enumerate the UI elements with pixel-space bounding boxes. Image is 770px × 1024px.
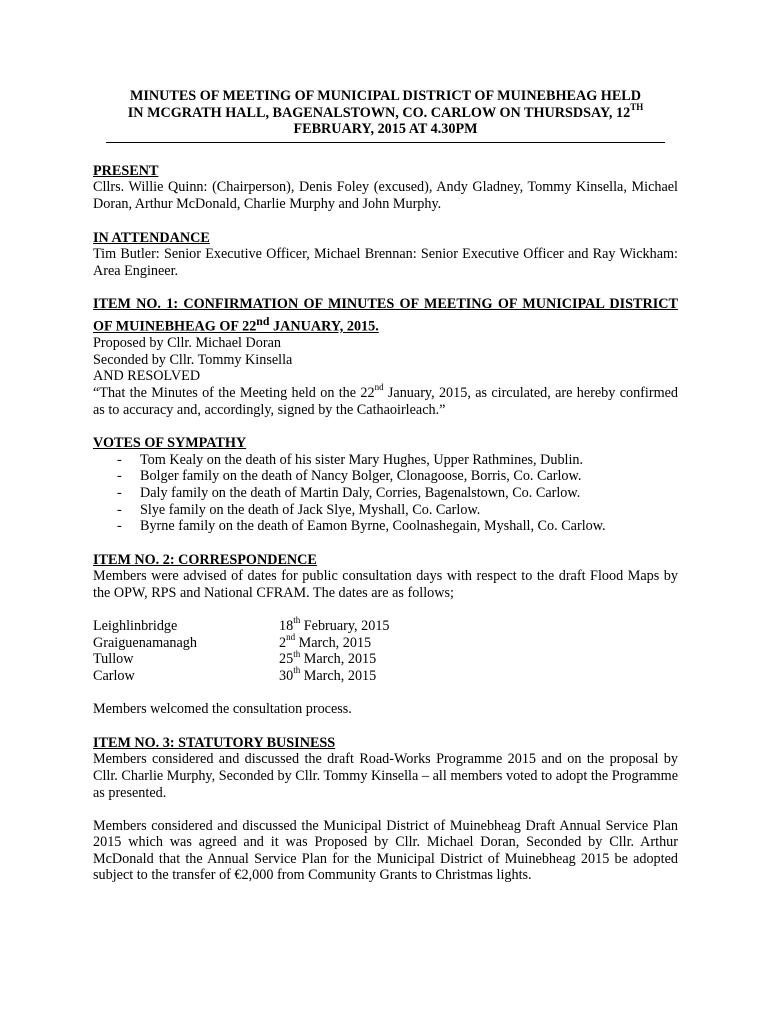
date-rest: March, 2015 — [300, 651, 377, 668]
item1-resolution-tail: January, 2015, as circulated, are hereby confirmed as to accuracy and, accordingly, signed by the Cathaoirleach.” — [93, 385, 678, 418]
date-place: Leighlinbridge — [93, 618, 178, 635]
date-sup: th — [293, 648, 301, 659]
item1-heading — [93, 296, 678, 335]
page-title — [93, 88, 678, 138]
item2-section — [93, 552, 678, 718]
date-rest: February, 2015 — [300, 618, 390, 635]
table-row — [93, 618, 390, 635]
present-heading: PRESENT — [93, 162, 159, 179]
item3-heading: ITEM NO. 3: STATUTORY BUSINESS — [93, 734, 336, 751]
title-line-3: FEBRUARY, 2015 AT 4.30PM — [293, 121, 478, 138]
item1-proposed: Proposed by Cllr. Michael Doran — [93, 335, 281, 352]
date-value — [279, 615, 390, 635]
item3-para2: Members considered and discussed the Municipal District of Muinebheag Draft Annual Service Plan 2015 which was agreed and it was Proposed by Cllr. Michael Doran, Seconded by Cllr. Arthur McDonald that the Annual Service Plan for the Municipal District of Muinebheag 2015 be adopted subject to the transfer of €2,000 from Community Grants to Christmas lights. — [93, 817, 678, 884]
list-item: - Daly family on the death of Martin Daly, Corries, Bagenalstown, Co. Carlow. — [93, 485, 678, 502]
date-place: Tullow — [93, 651, 134, 668]
date-sup: th — [293, 615, 301, 626]
date-sup: th — [293, 665, 301, 676]
title-line-2-sup: TH — [630, 101, 644, 112]
title-line-2 — [93, 101, 678, 122]
present-section — [93, 163, 678, 213]
date-day: 25 — [279, 651, 294, 668]
item3-section — [93, 735, 678, 884]
document-page — [93, 88, 678, 884]
sympathy-heading: VOTES OF SYMPATHY — [93, 435, 247, 452]
item1-heading-text: ITEM NO. 1: CONFIRMATION OF MINUTES OF MEETING OF MUNICIPAL DISTRICT OF MUINEBHEAG OF 22 — [93, 296, 678, 335]
table-row — [93, 635, 390, 652]
title-line-1: MINUTES OF MEETING OF MUNICIPAL DISTRICT OF MUINEBHEAG HELD — [129, 88, 642, 104]
date-day: 18 — [279, 618, 294, 635]
title-divider — [106, 142, 665, 143]
sympathy-section — [93, 435, 678, 535]
date-place: Carlow — [93, 667, 135, 684]
date-sup: nd — [286, 632, 296, 643]
item1-heading-sup: nd — [256, 313, 270, 328]
item1-section — [93, 296, 678, 418]
sympathy-list — [93, 452, 678, 535]
item2-intro: Members were advised of dates for public consultation days with respect to the draft Flood Maps by the OPW, RPS and National CFRAM. The dates are as follows; — [93, 568, 678, 601]
item2-closing: Members welcomed the consultation process. — [93, 701, 352, 718]
present-text: Cllrs. Willie Quinn: (Chairperson), Denis Foley (excused), Andy Gladney, Tommy Kinsella, Michael Doran, Arthur McDonald, Charlie Murphy and John Murphy. — [93, 179, 678, 212]
item1-resolved: AND RESOLVED — [93, 368, 201, 385]
item2-heading: ITEM NO. 2: CORRESPONDENCE — [93, 551, 317, 568]
attendance-section — [93, 230, 678, 280]
list-item: - Bolger family on the death of Nancy Bolger, Clonagoose, Borris, Co. Carlow. — [93, 468, 678, 485]
date-day: 2 — [279, 634, 287, 651]
list-item: - Tom Kealy on the death of his sister Mary Hughes, Upper Rathmines, Dublin. — [93, 452, 678, 469]
attendance-text: Tim Butler: Senior Executive Officer, Michael Brennan: Senior Executive Officer and Ray Wickham: Area Engineer. — [93, 246, 678, 279]
table-row — [93, 668, 390, 685]
item1-resolution — [93, 382, 678, 418]
date-rest: March, 2015 — [295, 634, 372, 651]
item1-seconded: Seconded by Cllr. Tommy Kinsella — [93, 351, 293, 368]
item1-heading-tail: JANUARY, 2015. — [269, 318, 379, 335]
date-rest: March, 2015 — [300, 667, 377, 684]
item3-para1: Members considered and discussed the draft Road-Works Programme 2015 and on the proposal by Cllr. Charlie Murphy, Seconded by Cllr. Tommy Kinsella – all members voted to adopt the Programme as presented. — [93, 751, 678, 801]
consultation-dates-table — [93, 615, 390, 684]
date-day: 30 — [279, 667, 294, 684]
title-line-2-text: IN MCGRATH HALL, BAGENALSTOWN, CO. CARLOW ON THURSDSAY, 12 — [127, 104, 631, 121]
date-place: Graiguenamanagh — [93, 634, 197, 651]
attendance-heading: IN ATTENDANCE — [93, 229, 210, 246]
item1-resolution-sup: nd — [374, 382, 384, 393]
list-item: - Byrne family on the death of Eamon Byrne, Coolnashegain, Myshall, Co. Carlow. — [93, 518, 678, 535]
table-row — [93, 651, 390, 668]
list-item: - Slye family on the death of Jack Slye, Myshall, Co. Carlow. — [93, 502, 678, 519]
item1-resolution-text: “That the Minutes of the Meeting held on the 22 — [93, 385, 375, 402]
date-value — [279, 665, 390, 685]
